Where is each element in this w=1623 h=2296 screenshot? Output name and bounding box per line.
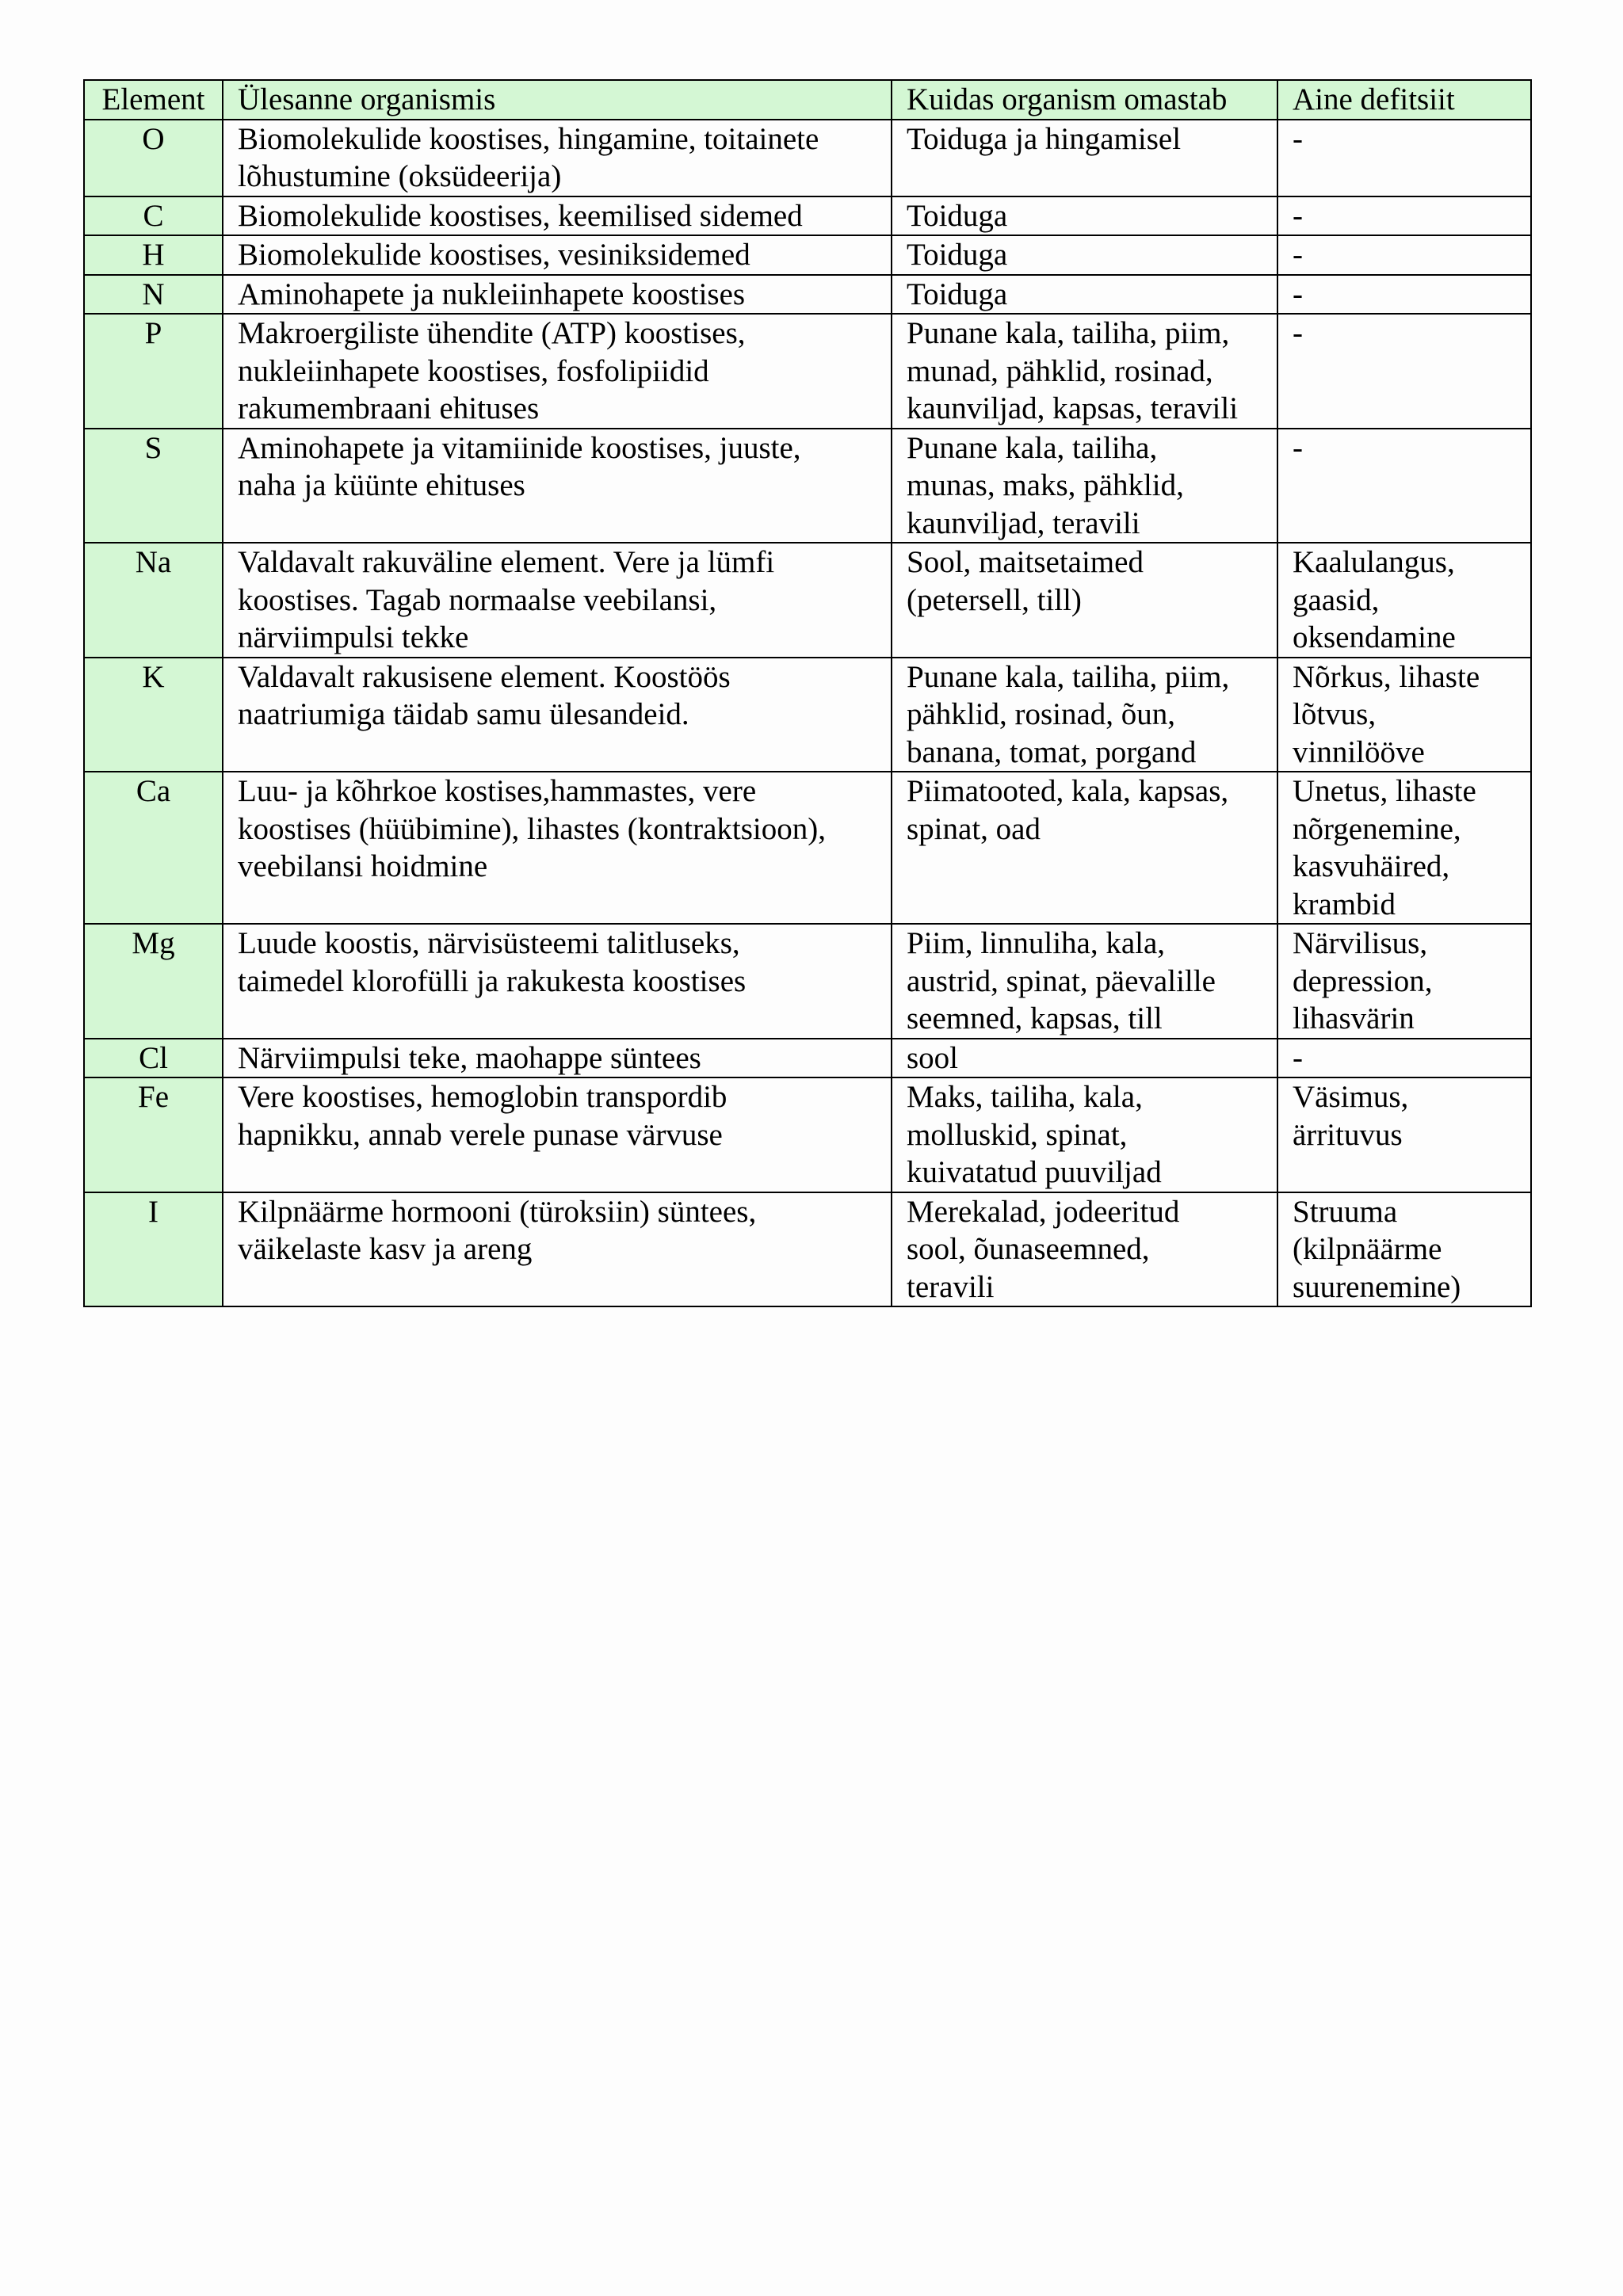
cell-intake-line: seemned, kapsas, till	[907, 1001, 1163, 1035]
cell-element: K	[84, 658, 223, 772]
cell-intake-line: kuivatatud puuviljad	[907, 1155, 1162, 1189]
cell-intake-line: Toiduga	[907, 277, 1008, 311]
cell-deficit-line: Väsimus,	[1293, 1080, 1409, 1114]
cell-deficit-line: nõrgenemine,	[1293, 811, 1461, 846]
cell-role-line: Biomolekulide koostises, keemilised sidemed	[238, 198, 803, 233]
cell-deficit-line: -	[1293, 238, 1303, 272]
cell-role-line: lõhustumine (oksüdeerija)	[238, 159, 562, 193]
cell-role	[223, 429, 892, 543]
cell-deficit	[1277, 275, 1531, 315]
cell-deficit-line: Nõrkus, lihaste	[1293, 659, 1480, 694]
table-row	[84, 235, 1531, 275]
cell-intake	[892, 1192, 1277, 1307]
cell-deficit-line: suurenemine)	[1293, 1269, 1461, 1304]
table-row	[84, 924, 1531, 1039]
cell-intake-line: pähklid, rosinad, õun,	[907, 697, 1176, 731]
table-row	[84, 1077, 1531, 1192]
cell-element: I	[84, 1192, 223, 1307]
cell-role	[223, 658, 892, 772]
cell-role-line: koostises (hüübimine), lihastes (kontraktsioon),	[238, 811, 826, 846]
cell-role-line: naha ja küünte ehituses	[238, 468, 525, 502]
cell-role-line: närviimpulsi tekke	[238, 620, 469, 654]
cell-deficit-line: kasvuhäired,	[1293, 849, 1450, 883]
cell-element: O	[84, 120, 223, 196]
cell-role-line: taimedel klorofülli ja rakukesta koostises	[238, 963, 747, 998]
cell-deficit	[1277, 1039, 1531, 1078]
cell-deficit-line: Kaalulangus,	[1293, 545, 1455, 579]
table-row	[84, 1192, 1531, 1307]
cell-deficit-line: ärrituvus	[1293, 1117, 1403, 1152]
cell-intake	[892, 120, 1277, 196]
cell-intake-line: kaunviljad, kapsas, teravili	[907, 391, 1239, 425]
cell-intake	[892, 275, 1277, 315]
header-intake: Kuidas organism omastab	[892, 80, 1277, 120]
cell-deficit-line: -	[1293, 430, 1303, 465]
cell-intake-line: Toiduga	[907, 198, 1008, 233]
cell-intake	[892, 543, 1277, 658]
cell-deficit	[1277, 924, 1531, 1039]
table-row	[84, 772, 1531, 924]
cell-role	[223, 314, 892, 429]
cell-role-line: nukleiinhapete koostises, fosfolipiidid	[238, 353, 709, 388]
cell-intake-line: Maks, tailiha, kala,	[907, 1080, 1143, 1114]
cell-deficit	[1277, 1192, 1531, 1307]
cell-deficit-line: -	[1293, 1040, 1303, 1075]
cell-intake-line: Punane kala, tailiha, piim,	[907, 316, 1230, 350]
cell-deficit-line: gaasid,	[1293, 582, 1380, 617]
cell-intake-line: austrid, spinat, päevalille	[907, 963, 1216, 998]
cell-intake-line: munad, pähklid, rosinad,	[907, 353, 1213, 388]
cell-intake-line: Sool, maitsetaimed	[907, 545, 1144, 579]
cell-role-line: Biomolekulide koostises, vesiniksidemed	[238, 238, 750, 272]
cell-deficit-line: -	[1293, 277, 1303, 311]
cell-deficit	[1277, 196, 1531, 236]
cell-role	[223, 924, 892, 1039]
cell-element: H	[84, 235, 223, 275]
cell-role	[223, 235, 892, 275]
cell-role	[223, 1192, 892, 1307]
elements-table	[83, 79, 1532, 1307]
cell-intake	[892, 429, 1277, 543]
cell-intake	[892, 1077, 1277, 1192]
cell-element: C	[84, 196, 223, 236]
cell-deficit	[1277, 543, 1531, 658]
cell-intake-line: Merekalad, jodeeritud	[907, 1194, 1180, 1229]
cell-deficit-line: -	[1293, 198, 1303, 233]
cell-deficit-line: depression,	[1293, 963, 1433, 998]
table-row	[84, 314, 1531, 429]
cell-role-line: Makroergiliste ühendite (ATP) koostises,	[238, 316, 746, 350]
cell-intake	[892, 772, 1277, 924]
table-row	[84, 196, 1531, 236]
cell-deficit-line: krambid	[1293, 887, 1396, 921]
cell-deficit-line: oksendamine	[1293, 620, 1456, 654]
cell-role-line: Luu- ja kõhrkoe kostises,hammastes, vere	[238, 774, 757, 808]
cell-intake-line: molluskid, spinat,	[907, 1117, 1128, 1152]
cell-intake-line: (petersell, till)	[907, 582, 1082, 617]
cell-role	[223, 120, 892, 196]
cell-deficit	[1277, 658, 1531, 772]
cell-deficit-line: lihasvärin	[1293, 1001, 1415, 1035]
cell-deficit	[1277, 772, 1531, 924]
cell-intake-line: Piim, linnuliha, kala,	[907, 926, 1166, 960]
header-deficit: Aine defitsiit	[1277, 80, 1531, 120]
cell-role	[223, 196, 892, 236]
cell-role	[223, 1077, 892, 1192]
cell-intake-line: teravili	[907, 1269, 995, 1304]
table-header	[84, 80, 1531, 120]
cell-intake	[892, 235, 1277, 275]
table-body	[84, 120, 1531, 1307]
cell-deficit	[1277, 120, 1531, 196]
cell-intake-line: Toiduga ja hingamisel	[907, 121, 1182, 156]
cell-element: N	[84, 275, 223, 315]
cell-role-line: Luude koostis, närvisüsteemi talitluseks,	[238, 926, 740, 960]
cell-role-line: koostises. Tagab normaalse veebilansi,	[238, 582, 717, 617]
cell-intake-line: Piimatooted, kala, kapsas,	[907, 774, 1229, 808]
cell-role-line: Vere koostises, hemoglobin transpordib	[238, 1080, 727, 1114]
cell-intake-line: Punane kala, tailiha, piim,	[907, 659, 1230, 694]
cell-intake-line: munas, maks, pähklid,	[907, 468, 1184, 502]
cell-intake	[892, 196, 1277, 236]
cell-role-line: veebilansi hoidmine	[238, 849, 488, 883]
table-row	[84, 120, 1531, 196]
table-row	[84, 1039, 1531, 1078]
cell-intake-line: Punane kala, tailiha,	[907, 430, 1158, 465]
table-row	[84, 658, 1531, 772]
cell-role-line: väikelaste kasv ja areng	[238, 1232, 533, 1266]
cell-element: Na	[84, 543, 223, 658]
cell-deficit	[1277, 1077, 1531, 1192]
header-element: Element	[84, 80, 223, 120]
cell-deficit-line: lõtvus,	[1293, 697, 1377, 731]
cell-element: Fe	[84, 1077, 223, 1192]
header-row	[84, 80, 1531, 120]
cell-deficit-line: -	[1293, 316, 1303, 350]
cell-role-line: Aminohapete ja vitamiinide koostises, juuste,	[238, 430, 801, 465]
cell-role	[223, 543, 892, 658]
table-row	[84, 543, 1531, 658]
cell-deficit-line: vinnilööve	[1293, 734, 1425, 769]
cell-deficit-line: Unetus, lihaste	[1293, 774, 1476, 808]
cell-role-line: Valdavalt rakuväline element. Vere ja lümfi	[238, 545, 775, 579]
header-role: Ülesanne organismis	[223, 80, 892, 120]
cell-intake	[892, 1039, 1277, 1078]
cell-role-line: Valdavalt rakusisene element. Koostöös	[238, 659, 731, 694]
cell-element: P	[84, 314, 223, 429]
cell-deficit-line: Närvilisus,	[1293, 926, 1428, 960]
cell-intake-line: sool, õunaseemned,	[907, 1232, 1150, 1266]
cell-role-line: hapnikku, annab verele punase värvuse	[238, 1117, 723, 1152]
cell-intake-line: banana, tomat, porgand	[907, 734, 1197, 769]
cell-element: Mg	[84, 924, 223, 1039]
cell-intake-line: sool	[907, 1040, 959, 1075]
cell-role	[223, 275, 892, 315]
cell-role-line: Biomolekulide koostises, hingamine, toitainete	[238, 121, 819, 156]
cell-element: Ca	[84, 772, 223, 924]
cell-role	[223, 1039, 892, 1078]
cell-intake	[892, 924, 1277, 1039]
cell-deficit-line: (kilpnäärme	[1293, 1232, 1442, 1266]
cell-deficit	[1277, 314, 1531, 429]
cell-element: S	[84, 429, 223, 543]
cell-deficit-line: Struuma	[1293, 1194, 1398, 1229]
cell-role-line: Närviimpulsi teke, maohappe süntees	[238, 1040, 701, 1075]
cell-role-line: Kilpnäärme hormooni (türoksiin) süntees,	[238, 1194, 757, 1229]
cell-intake-line: kaunviljad, teravili	[907, 505, 1140, 540]
cell-role-line: Aminohapete ja nukleiinhapete koostises	[238, 277, 746, 311]
cell-role-line: naatriumiga täidab samu ülesandeid.	[238, 697, 689, 731]
cell-intake-line: spinat, oad	[907, 811, 1041, 846]
cell-deficit	[1277, 429, 1531, 543]
table-row	[84, 275, 1531, 315]
cell-role-line: rakumembraani ehituses	[238, 391, 540, 425]
cell-deficit-line: -	[1293, 121, 1303, 156]
cell-intake	[892, 314, 1277, 429]
cell-intake	[892, 658, 1277, 772]
cell-role	[223, 772, 892, 924]
cell-intake-line: Toiduga	[907, 238, 1008, 272]
cell-element: Cl	[84, 1039, 223, 1078]
cell-deficit	[1277, 235, 1531, 275]
table-row	[84, 429, 1531, 543]
